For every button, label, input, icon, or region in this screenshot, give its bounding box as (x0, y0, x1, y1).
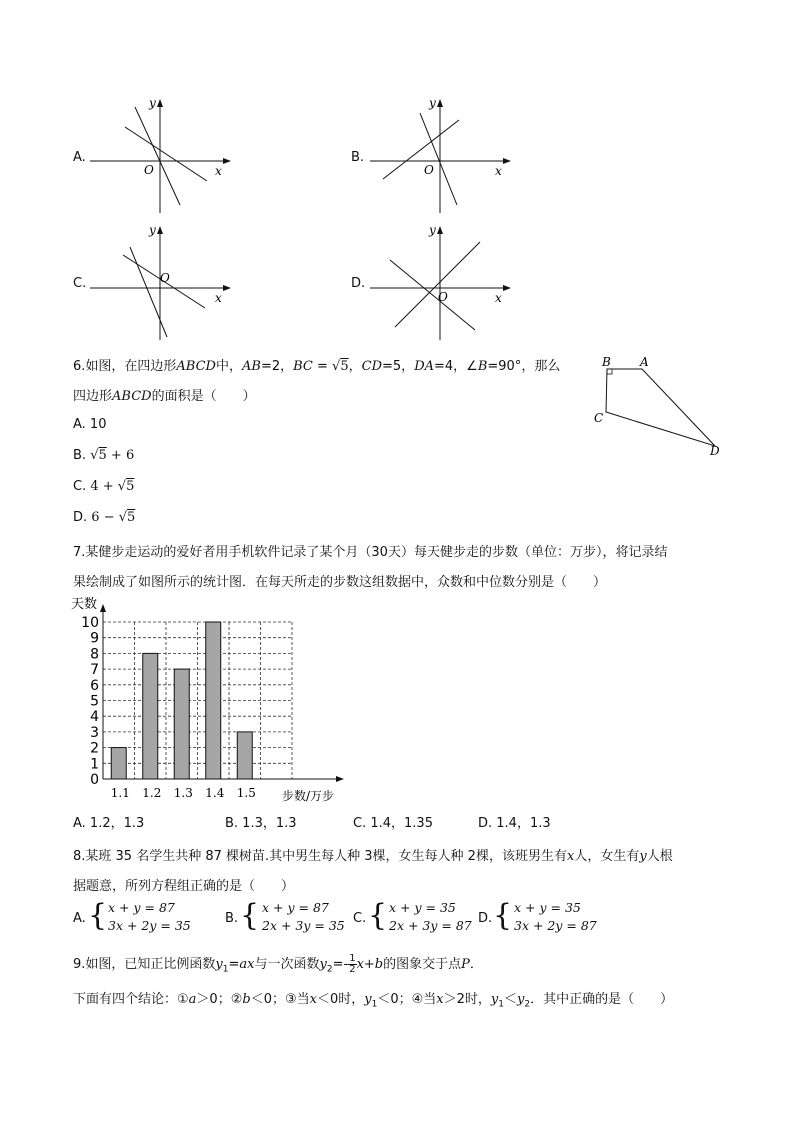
q6-number: 6. (73, 359, 86, 374)
q7-option-d: D. 1.4，1.3 (478, 816, 551, 831)
origin-label: O (160, 271, 170, 285)
q9-sub: 2 (326, 964, 333, 975)
q8-text: 人，女生有 (574, 849, 640, 864)
q6-text: =2， (260, 359, 294, 374)
y-tick-label: 7 (90, 662, 99, 679)
q9-text: ＜ (504, 992, 518, 1007)
option-expr: 6 − (91, 510, 119, 525)
x-tick-label: 1.2 (142, 786, 162, 800)
q6-text: ， (348, 359, 362, 374)
q9-var: x+b (356, 957, 384, 972)
y-axis-label: y (149, 96, 156, 110)
sqrt-symbol: √5 (118, 510, 136, 525)
q9-sub: 1 (222, 964, 229, 975)
bar (174, 669, 189, 779)
vertex-a: A (640, 355, 649, 369)
q6-text: =90°，那么 (487, 359, 561, 374)
y-axis-arrow (100, 604, 106, 612)
graph-b (365, 95, 515, 215)
x-axis-label: x (495, 164, 502, 178)
x-axis-label: x (495, 291, 502, 305)
q9-text: ． (469, 957, 483, 972)
q9-text: 下面有四个结论：① (73, 992, 189, 1007)
q6-text: = (312, 359, 333, 374)
y-axis-label: y (429, 223, 436, 237)
q9-sub: 1 (498, 999, 504, 1010)
y-tick-label: 0 (90, 772, 99, 788)
q8-var-x: x (566, 849, 575, 864)
q8-line1 (73, 845, 673, 864)
q8-option-a-label: A. (73, 911, 86, 926)
equation-2: 2x + 3y = 87 (389, 918, 472, 933)
option-expr: + 6 (106, 448, 135, 463)
origin-label: O (438, 290, 448, 304)
q9-point-p: P (461, 957, 470, 972)
q9-sub: 2 (524, 999, 531, 1010)
graph-a (85, 95, 235, 215)
q6-line2 (73, 385, 256, 404)
q9-var: x (436, 992, 444, 1007)
q6-option-c (73, 479, 134, 494)
vertex-c: C (594, 411, 604, 425)
q6-b: B (477, 359, 488, 374)
q7-option-b: B. 1.3，1.3 (225, 816, 297, 831)
x-tick-label: 1.5 (236, 786, 256, 800)
q6-text: =4，∠ (434, 359, 478, 374)
vertex-d: D (710, 444, 720, 458)
x-tick-label: 1.3 (173, 786, 193, 800)
q9-var: x (309, 992, 317, 1007)
bar (143, 653, 158, 779)
bar (206, 622, 221, 779)
vertex-b: B (602, 355, 611, 369)
brace: { (368, 898, 388, 933)
q7-option-c: C. 1.4，1.35 (353, 816, 433, 831)
sqrt-symbol: √5 (90, 448, 107, 463)
q9-line1 (73, 953, 483, 975)
equation-1: x + y = 87 (262, 900, 329, 915)
option-d-label: D. (351, 276, 366, 291)
q9-text: 9.如图，已知正比例函数 (73, 957, 216, 972)
q8-option-b-label: B. (225, 911, 239, 926)
option-label: C. (73, 479, 87, 494)
equation-1: x + y = 87 (108, 900, 175, 915)
y-tick-label: 8 (90, 646, 99, 663)
option-b-label: B. (351, 150, 365, 165)
q8-text: 8.某班 35 名学生共种 87 棵树苗.其中男生每人种 3棵，女生每人种 2棵，该班男生有 (73, 849, 567, 864)
q8-text: 人根 (646, 849, 673, 864)
brace: { (88, 898, 108, 933)
q7-line1: 7.某健步走运动的爱好者用手机软件记录了某个月（30天）每天健步走的步数（单位：万步），将记录结 (73, 545, 668, 560)
q9-var: y (364, 992, 372, 1007)
q9-var: y (215, 957, 223, 972)
q9-var: a (188, 992, 197, 1007)
option-a-label: A. (73, 150, 86, 165)
q6-da: DA (414, 359, 434, 374)
sqrt-symbol: √5 (117, 479, 135, 494)
q9-var: b (242, 992, 251, 1007)
q6-option-d (73, 510, 135, 525)
q6-text: =5， (382, 359, 415, 374)
q6-abcd: ABCD (176, 359, 216, 374)
q6-text: 如图，在四边形 (85, 359, 177, 374)
y-tick-label: 4 (90, 709, 99, 726)
q9-text: = (228, 957, 240, 972)
y-tick-label: 5 (90, 693, 99, 710)
option-c-label: C. (73, 276, 87, 291)
bar-chart (66, 590, 356, 805)
graph-c (85, 222, 235, 342)
y-tick-label: 1 (90, 756, 99, 773)
y-tick-label: 2 (90, 740, 99, 757)
y-tick-label: 6 (90, 677, 99, 694)
bar (111, 748, 126, 779)
sqrt-radicand: 5 (126, 479, 135, 494)
q6-text: 四边形 (73, 389, 113, 404)
fraction (348, 954, 356, 975)
x-axis-label: x (215, 291, 222, 305)
q9-text: 的图象交于点 (383, 957, 462, 972)
x-tick-label: 1.4 (205, 786, 225, 800)
y-tick-label: 3 (90, 724, 99, 741)
quadrilateral-figure (588, 352, 728, 462)
q9-sub: 1 (371, 999, 378, 1010)
x-tick-label: 1.1 (110, 786, 130, 800)
q7-line2: 果绘制成了如图所示的统计图．在每天所走的步数这组数据中，众数和中位数分别是（ ） (73, 575, 607, 590)
q6-bc: BC (293, 359, 313, 374)
q8-option-d-label: D. (478, 911, 493, 926)
q9-text: ．其中正确的是（ ） (530, 992, 674, 1007)
equation-2: 3x + 2y = 87 (514, 918, 597, 933)
q9-text: ＜0；④当 (377, 992, 437, 1007)
y-axis-label: y (149, 223, 156, 237)
q8-line2: 据题意，所列方程组正确的是（ ） (73, 879, 295, 894)
q6-line1 (73, 355, 560, 374)
q9-var: y (319, 957, 327, 972)
q8-option-c-label: C. (353, 911, 367, 926)
q6-ab: AB (242, 359, 261, 374)
bar (237, 732, 252, 779)
equation-1: x + y = 35 (389, 900, 456, 915)
option-label: B. (73, 448, 87, 463)
equation-2: 3x + 2y = 35 (108, 918, 191, 933)
q9-var: y (490, 992, 499, 1007)
graph-d (365, 222, 515, 342)
q6-text: 中， (215, 359, 242, 374)
equation-1: x + y = 35 (514, 900, 581, 915)
brace: { (493, 898, 513, 933)
brace: { (240, 898, 260, 933)
q6-text: 的面积是（ ） (151, 389, 256, 404)
chart-ylabel: 天数 (71, 597, 98, 612)
fraction-numerator: 1 (349, 953, 356, 964)
q9-text: ＞2时， (443, 992, 491, 1007)
sqrt-radicand: 5 (98, 448, 107, 463)
q6-abcd: ABCD (112, 389, 152, 404)
q7-option-a: A. 1.2，1.3 (73, 816, 145, 831)
q6-option-b (73, 448, 134, 463)
origin-label: O (424, 163, 434, 177)
q9-text: 与一次函数 (254, 957, 320, 972)
q8-var-y: y (639, 849, 647, 864)
option-expr: 4 + (90, 479, 118, 494)
q9-text: ＜0时， (316, 992, 365, 1007)
q9-text: =- (332, 957, 349, 972)
origin-label: O (144, 163, 154, 177)
q9-var: y (517, 992, 525, 1007)
sqrt-radicand: 5 (340, 359, 349, 374)
x-axis-arrow (336, 776, 344, 782)
sqrt-radicand: 5 (127, 510, 136, 525)
chart-xlabel: 步数/万步 (282, 789, 335, 803)
q9-text: ＞0；② (196, 992, 243, 1007)
y-axis-label: y (429, 96, 436, 110)
sqrt-symbol: √5 (332, 359, 349, 374)
q9-text: ＜0；③当 (250, 992, 310, 1007)
q9-var: ax (239, 957, 255, 972)
y-tick-label: 9 (90, 630, 99, 647)
y-tick-label: 10 (81, 615, 99, 631)
q6-cd: CD (361, 359, 383, 374)
fraction-denominator: 2 (349, 964, 356, 975)
q6-option-a: A. 10 (73, 417, 107, 432)
option-label: D. (73, 510, 88, 525)
x-axis-label: x (215, 164, 222, 178)
equation-2: 2x + 3y = 35 (262, 918, 345, 933)
q9-line2 (73, 988, 673, 1010)
